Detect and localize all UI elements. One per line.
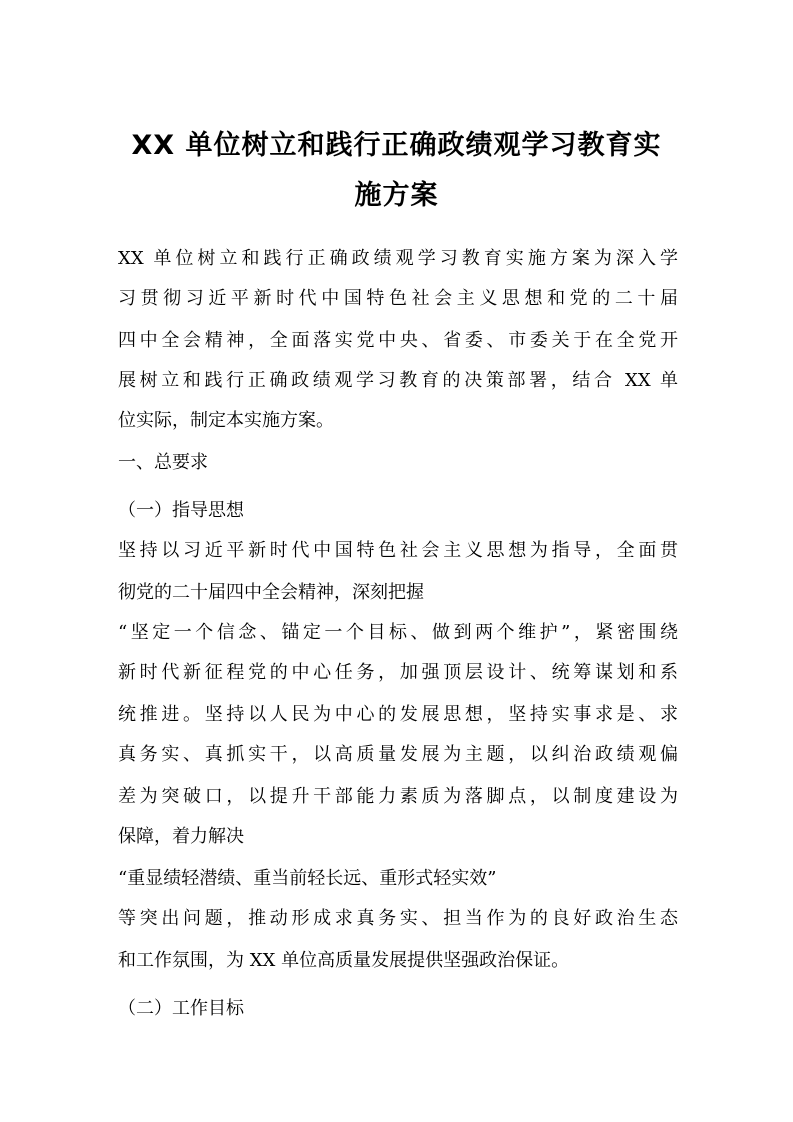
subsection-heading: （二）工作目标 bbox=[118, 998, 244, 1019]
guiding-paragraph-line: 坚持以习近平新时代中国特色社会主义思想为指导，全面贯 bbox=[118, 540, 678, 561]
guiding-paragraph-line: 新时代新征程党的中心任务，加强顶层设计、统筹谋划和系 bbox=[118, 662, 678, 683]
intro-paragraph-line: 位实际，制定本实施方案。 bbox=[118, 410, 334, 431]
guiding-paragraph-line: 真务实、真抓实干，以高质量发展为主题，以纠治政绩观偏 bbox=[118, 744, 678, 765]
guiding-paragraph-line: 统推进。坚持以人民为中心的发展思想，坚持实事求是、求 bbox=[118, 704, 678, 725]
guiding-paragraph-line: “坚定一个信念、锚定一个目标、做到两个维护”，紧密围绕 bbox=[118, 622, 678, 643]
guiding-paragraph-line: 和工作氛围，为 XX 单位高质量发展提供坚强政治保证。 bbox=[118, 950, 570, 971]
intro-paragraph-line: 习贯彻习近平新时代中国特色社会主义思想和党的二十届 bbox=[118, 288, 678, 309]
guiding-paragraph-line: “重显绩轻潜绩、重当前轻长远、重形式轻实效” bbox=[118, 868, 497, 889]
guiding-paragraph-line: 保障，着力解决 bbox=[118, 826, 244, 847]
guiding-paragraph-line: 差为突破口，以提升干部能力素质为落脚点，以制度建设为 bbox=[118, 786, 678, 807]
intro-paragraph-line: XX 单位树立和践行正确政绩观学习教育实施方案为深入学 bbox=[118, 248, 678, 269]
subsection-heading: （一）指导思想 bbox=[118, 500, 244, 521]
guiding-paragraph-line: 等突出问题，推动形成求真务实、担当作为的良好政治生态 bbox=[118, 908, 678, 929]
document-title-line-1: XX 单位树立和践行正确政绩观学习教育实 bbox=[131, 130, 662, 161]
intro-paragraph-line: 展树立和践行正确政绩观学习教育的决策部署，结合 XX 单 bbox=[118, 370, 678, 391]
document-title-line-2: 施方案 bbox=[354, 180, 439, 211]
guiding-paragraph-line: 彻党的二十届四中全会精神，深刻把握 bbox=[118, 582, 424, 603]
section-heading: 一、总要求 bbox=[118, 452, 208, 473]
intro-paragraph-line: 四中全会精神，全面落实党中央、省委、市委关于在全党开 bbox=[118, 330, 678, 351]
